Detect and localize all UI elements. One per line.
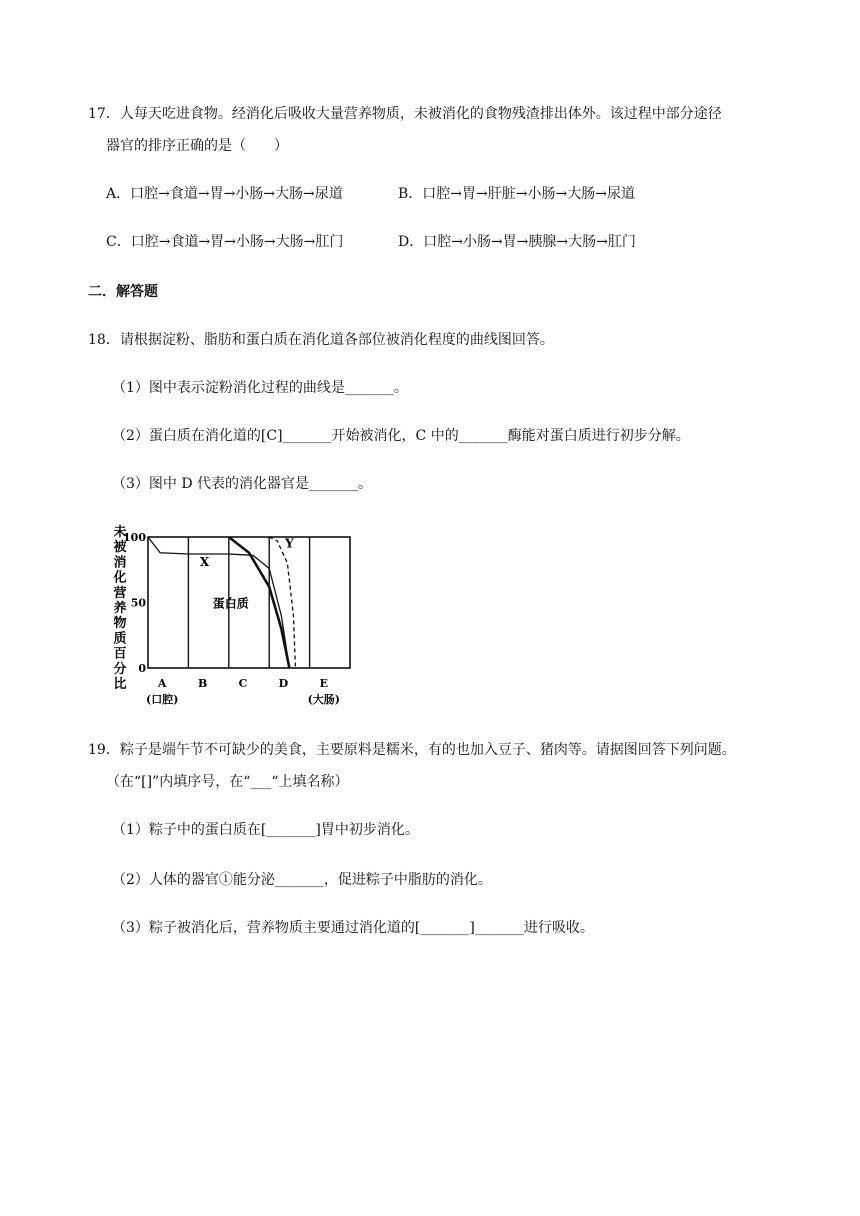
section-title: 二．解答题 xyxy=(88,284,158,300)
x-tick-sublabel: (大肠) xyxy=(307,693,341,706)
digestion-chart xyxy=(108,522,356,714)
x-tick-label: A xyxy=(157,677,167,690)
y-axis-label xyxy=(112,524,126,692)
q18-part3: （3）图中 D 代表的消化器官是_______。 xyxy=(112,476,373,492)
y-label-char: 物 xyxy=(113,616,127,632)
y-label-char: 百 xyxy=(113,646,127,662)
q17-option-b[interactable]: B．口腔→胃→肝脏→小肠→大肠→尿道 xyxy=(398,186,635,202)
q17-stem-line2: 器官的排序正确的是（ ） xyxy=(106,138,288,154)
q19-part1: （1）粽子中的蛋白质在[_______]胃中初步消化。 xyxy=(112,822,419,838)
x-tick-label: C xyxy=(238,677,248,690)
plot-frame xyxy=(148,537,350,668)
q18-stem: 18．请根据淀粉、脂肪和蛋白质在消化道各部位被消化程度的曲线图回答。 xyxy=(88,332,554,348)
y-tick-label: 100 xyxy=(123,531,146,544)
y-label-char: 分 xyxy=(113,661,127,677)
curve-label: Y xyxy=(285,536,294,551)
y-label-char: 未 xyxy=(113,525,127,540)
curve-label: X xyxy=(199,554,210,569)
y-label-char: 被 xyxy=(113,540,127,556)
y-tick-label: 50 xyxy=(130,596,146,610)
q18-part1: （1）图中表示淀粉消化过程的曲线是_______。 xyxy=(112,380,408,396)
x-tick-label: E xyxy=(319,677,328,690)
y-label-char: 质 xyxy=(113,631,127,647)
q17-option-a[interactable]: A．口腔→食道→胃→小肠→大肠→尿道 xyxy=(106,186,343,202)
digestion-chart-svg xyxy=(108,522,356,714)
q17-stem-line1: 17．人每天吃进食物。经消化后吸收大量营养物质，未被消化的食物残渣排出体外。该过程中部分途径 xyxy=(88,106,722,122)
y-label-char: 养 xyxy=(113,601,127,616)
y-label-char: 比 xyxy=(113,677,127,692)
q19-part3: （3）粽子被消化后，营养物质主要通过消化道的[_______]_______进行吸收。 xyxy=(112,920,594,936)
x-tick-label: D xyxy=(278,677,289,690)
q19-stem-line2: （在“[]”内填序号，在“___“上填名称） xyxy=(106,774,349,790)
y-label-char: 化 xyxy=(113,570,127,586)
q17-option-d[interactable]: D．口腔→小肠→胃→胰腺→大肠→肛门 xyxy=(398,234,636,250)
y-tick-label: 0 xyxy=(138,662,146,675)
q19-part2: （2）人体的器官①能分泌_______，促进粽子中脂肪的消化。 xyxy=(112,872,492,888)
x-tick-sublabel: (口腔) xyxy=(145,693,179,706)
q17-option-c[interactable]: C．口腔→食道→胃→小肠→大肠→肛门 xyxy=(106,234,344,250)
x-tick-label: B xyxy=(197,677,208,690)
curve-label: 蛋白质 xyxy=(212,596,249,611)
y-label-char: 营 xyxy=(113,585,127,601)
q19-stem-line1: 19．粽子是端午节不可缺少的美食，主要原料是糯米，有的也加入豆子、猪肉等。请据图回答下列问题。 xyxy=(88,742,736,758)
q18-part2: （2）蛋白质在消化道的[C]_______开始被消化，C 中的_______酶能对蛋白质进行初步分解。 xyxy=(112,428,690,444)
y-label-char: 消 xyxy=(113,555,127,571)
